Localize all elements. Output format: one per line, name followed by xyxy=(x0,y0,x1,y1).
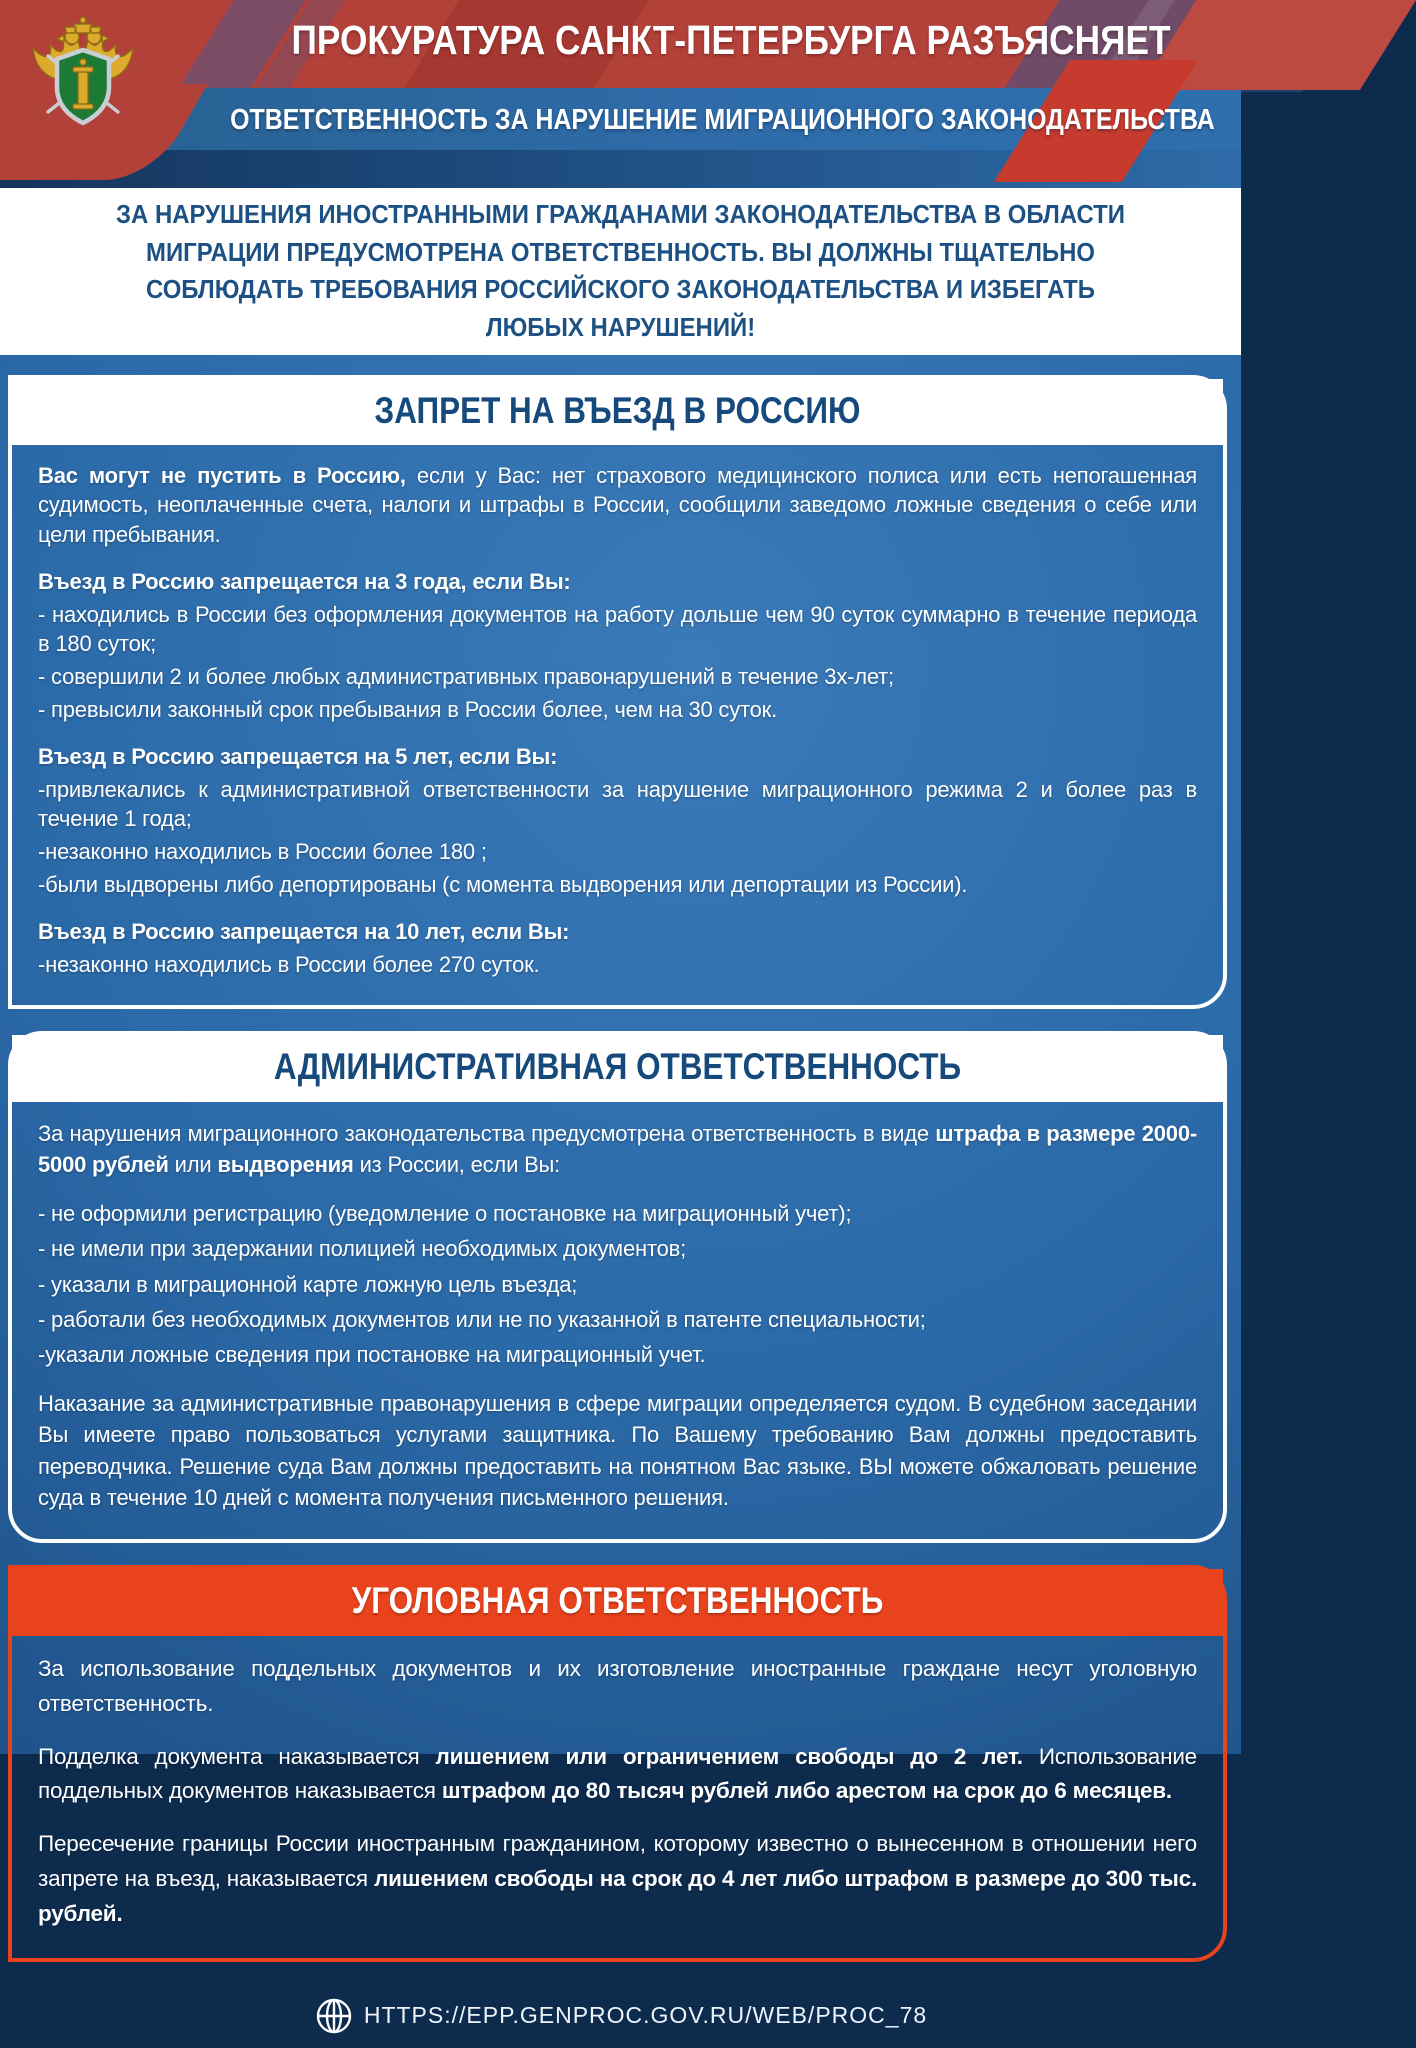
paragraph: -незаконно находились в России более 270 суток. xyxy=(38,951,540,977)
section-header xyxy=(12,1035,1223,1102)
section-title: ЗАПРЕТ НА ВЪЕЗД В РОССИЮ xyxy=(374,389,861,431)
paragraph: -незаконно находились в России более 180 ; xyxy=(38,838,487,864)
header-banner xyxy=(0,0,1241,188)
poster-title: ПРОКУРАТУРА САНКТ-ПЕТЕРБУРГА РАЗЪЯСНЯЕТ xyxy=(291,17,1171,63)
section-header xyxy=(12,379,1223,446)
section-card-criminal-liability xyxy=(8,1565,1227,1962)
section-body xyxy=(12,1102,1223,1540)
paragraph: Въезд в Россию запрещается на 10 лет, если Вы: xyxy=(38,918,570,944)
paragraph: Вас могут не пустить в Россию, если у Вас: нет страхового медицинского полиса или есть непогашенная судимость, неоплаченные счета, налоги и штрафы в России, сообщили заведомо ложные сведения о себе или цели пребывания. xyxy=(38,463,1197,547)
paragraph: За использование поддельных документов и их изготовление иностранные граждане несут уголовную ответственность. xyxy=(38,1655,1197,1716)
paragraph: Наказание за административные правонарушения в сфере миграции определяется судом. В судебном заседании Вы имеете право пользоваться услугами защитника. По Вашему требованию Вам должны предоставить переводчика. Решение суда Вам должны предоставить на понятном Вас языке. ВЫ можете обжаловать решение суда в течение 10 дней с момента получения письменного решения. xyxy=(38,1391,1197,1510)
section-card-entry-ban xyxy=(8,375,1227,1009)
prosecutor-emblem-icon xyxy=(28,12,138,144)
sections-container xyxy=(0,355,1241,1962)
section-body xyxy=(12,445,1223,1004)
paragraph: Въезд в Россию запрещается на 3 года, если Вы: xyxy=(38,568,571,594)
footer xyxy=(0,1984,1241,2048)
poster-subtitle: ОТВЕТСТВЕННОСТЬ ЗА НАРУШЕНИЕ МИГРАЦИОННОГО ЗАКОНОДАТЕЛЬСТВА xyxy=(230,104,1215,136)
paragraph: - работали без необходимых документов или не по указанной в патенте специальности; xyxy=(38,1306,926,1332)
paragraph: -привлекались к административной ответственности за нарушение миграционного режима 2 и более раз в течение 1 года; xyxy=(38,776,1197,831)
paragraph: Въезд в Россию запрещается на 5 лет, если Вы: xyxy=(38,743,558,769)
section-header xyxy=(12,1569,1223,1636)
paragraph: -указали ложные сведения при постановке на миграционный учет. xyxy=(38,1342,706,1367)
paragraph: - не оформили регистрацию (уведомление о постановке на миграционный учет); xyxy=(38,1201,852,1227)
paragraph: - находились в России без оформления документов на работу дольше чем 90 суток суммарно в течение периода в 180 суток; xyxy=(38,601,1197,656)
section-title: АДМИНИСТРАТИВНАЯ ОТВЕТСТВЕННОСТЬ xyxy=(273,1045,962,1087)
intro-statement: ЗА НАРУШЕНИЯ ИНОСТРАННЫМИ ГРАЖДАНАМИ ЗАКОНОДАТЕЛЬСТВА В ОБЛАСТИ МИГРАЦИИ ПРЕДУСМОТРЕНА ОТВЕТСТВЕННОСТЬ. ВЫ ДОЛЖНЫ ТЩАТЕЛЬНО СОБЛЮДАТЬ ТРЕБОВАНИЯ РОССИЙСКОГО ЗАКОНОДАТЕЛЬСТВА И ИЗБЕГАТЬ ЛЮБЫХ НАРУШЕНИЙ! xyxy=(0,188,1241,355)
globe-icon xyxy=(314,1996,354,2036)
paragraph: - не имели при задержании полицией необходимых документов; xyxy=(38,1236,687,1262)
paragraph: За нарушения миграционного законодательства предусмотрена ответственность в виде штрафа в размере 2000-5000 рублей или выдворения из России, если Вы: xyxy=(38,1120,1197,1177)
section-card-administrative-liability xyxy=(8,1031,1227,1543)
paragraph: - указали в миграционной карте ложную цель въезда; xyxy=(38,1271,578,1297)
paragraph: Пересечение границы России иностранным гражданином, которому известно о вынесенном в отношении него запрете на въезд, наказывается лишением свободы на срок до 4 лет либо штрафом в размере до 300 тыс. рублей. xyxy=(38,1831,1197,1927)
section-title: УГОЛОВНАЯ ОТВЕТСТВЕННОСТЬ xyxy=(351,1580,884,1622)
paragraph: -были выдворены либо депортированы (с момента выдворения или депортации из России). xyxy=(38,871,968,897)
paragraph: - совершили 2 и более любых административных правонарушений в течение 3х-лет; xyxy=(38,663,894,689)
paragraph: Подделка документа наказывается лишением или ограничением свободы до 2 лет. Использование поддельных документов наказывается штрафом до 80 тысяч рублей либо арестом на срок до 6 месяцев. xyxy=(38,1743,1197,1804)
site-url[interactable]: HTTPS://EPP.GENPROC.GOV.RU/WEB/PROC_78 xyxy=(363,2002,928,2029)
section-body xyxy=(12,1636,1223,1958)
paragraph: - превысили законный срок пребывания в России более, чем на 30 суток. xyxy=(38,696,778,722)
